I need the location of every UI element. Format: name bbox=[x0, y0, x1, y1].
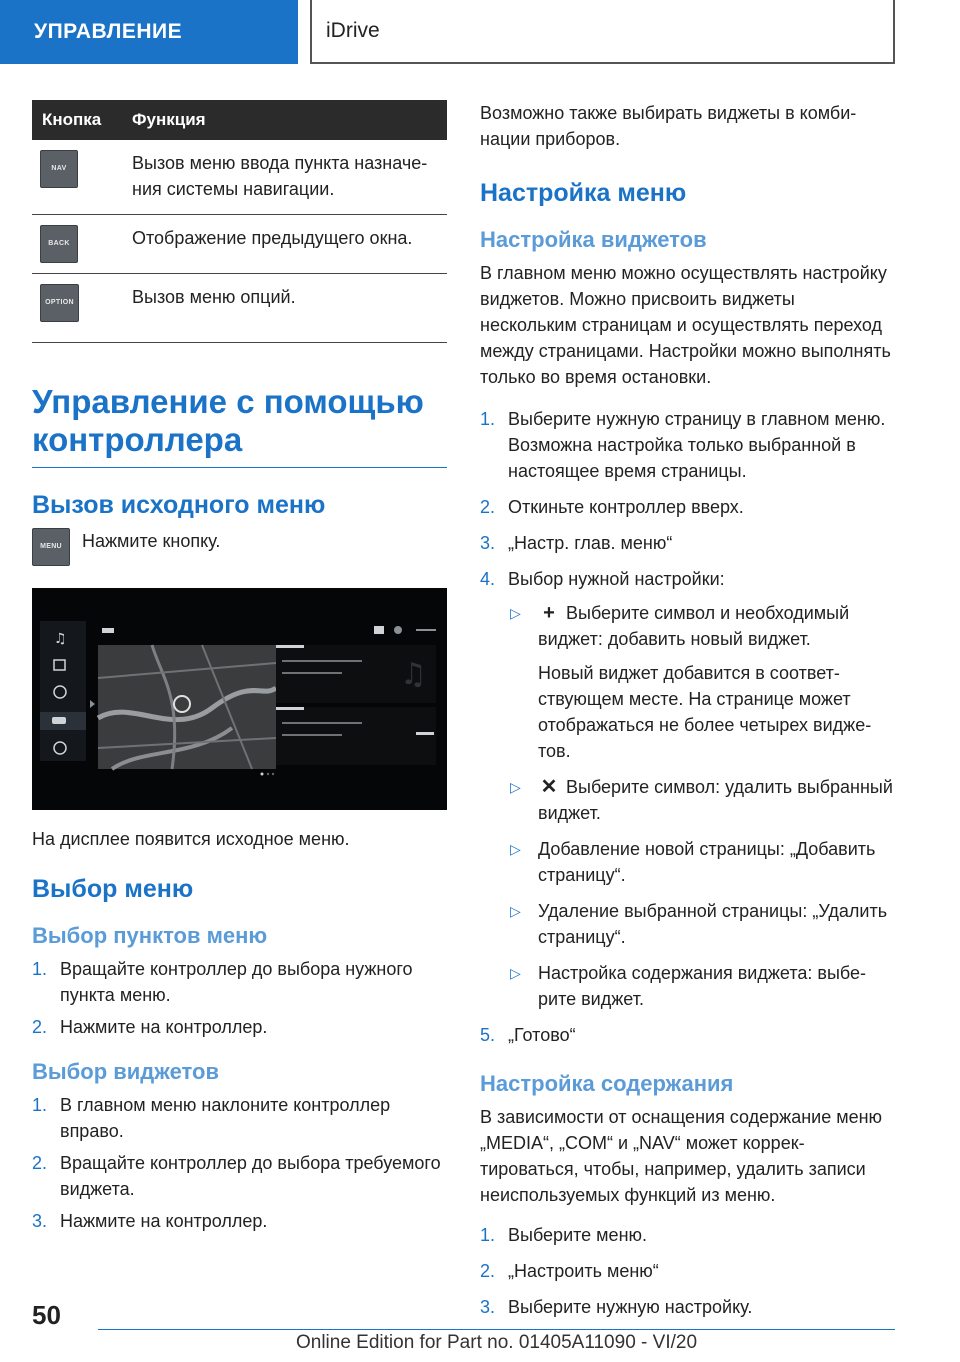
list-item: 3. Нажмите на контроллер. bbox=[32, 1211, 268, 1231]
idrive-screen-drawing bbox=[32, 588, 447, 810]
footer-divider bbox=[98, 1329, 895, 1330]
footer-edition: Online Edition for Part no. 01405A11090 - VI/20 bbox=[295, 1332, 698, 1353]
heading-start-menu: Вызов исходного меню bbox=[32, 491, 326, 519]
table-cell-function: Отображение предыдущего окна. bbox=[132, 215, 447, 274]
settings-sub-list bbox=[508, 600, 895, 1012]
triangle-icon: ▷ bbox=[510, 779, 521, 795]
table-row bbox=[32, 215, 447, 274]
content-paragraph: В зависимости от оснащения содержание меню „MEDIA“, „COM“ и „NAV“ может корректироваться, чтобы, например, удалить записи неиспользуемых функций из меню. bbox=[480, 1107, 883, 1205]
intro-text: Возможно также выбирать виджеты в комбинации приборов. bbox=[480, 103, 857, 149]
heading-select-items: Выбор пунктов меню bbox=[32, 923, 268, 948]
header-section: УПРАВЛЕНИЕ bbox=[0, 0, 298, 64]
list-item: 1. Выберите нужную страницу в главном меню. Возможна настройка только выбранной в настоящее время страницы. bbox=[480, 409, 886, 481]
table-header-function: Функция bbox=[132, 100, 447, 140]
list-item: 3. „Настр. глав. меню“ bbox=[480, 533, 673, 553]
list-item: 2. Нажмите на контроллер. bbox=[32, 1017, 268, 1037]
content-steps-list bbox=[480, 1222, 895, 1320]
sub-item-note: Новый виджет добавится в соответствующем месте. На странице может отображаться не более четырех виджетов. bbox=[538, 663, 872, 761]
left-column bbox=[32, 100, 447, 1240]
menu-key-icon: MENU bbox=[32, 528, 70, 566]
menu-key-row bbox=[32, 528, 447, 566]
section-title: Управление с помощью контроллера bbox=[32, 383, 447, 468]
table-cell-function: Вызов меню опций. bbox=[132, 274, 447, 343]
header-topic: iDrive bbox=[310, 0, 895, 64]
heading-content-settings: Настройка содержания bbox=[480, 1071, 734, 1096]
widget-settings-steps bbox=[480, 406, 895, 1048]
table-row bbox=[32, 274, 447, 343]
list-item: 1. Вращайте контроллер до выбора нужного пункта меню. bbox=[32, 959, 413, 1005]
idrive-screen-image bbox=[32, 588, 447, 810]
sub-item-delete-page: ▷ Удаление выбранной страницы: „Удалить страницу“. bbox=[508, 898, 895, 950]
heading-widget-settings: Настройка виджетов bbox=[480, 227, 707, 252]
heading-select-widgets: Выбор виджетов bbox=[32, 1059, 219, 1084]
after-image-text: На дисплее появится исходное меню. bbox=[32, 829, 350, 849]
sub-item-new-page: ▷ Добавление новой страницы: „Добавить страницу“. bbox=[508, 836, 895, 888]
triangle-icon: ▷ bbox=[510, 841, 521, 857]
list-item: 5. „Готово“ bbox=[480, 1025, 576, 1045]
widget-steps-list bbox=[32, 1092, 447, 1234]
table-header-button: Кнопка bbox=[32, 100, 132, 140]
nav-key-icon: NAV bbox=[40, 150, 78, 188]
list-item: 4. Выбор нужной настройки: ▷ + Выберите символ и необходимый виджет: добавить новый виджет. Новый виджет добавится в соответствующем месте. На странице может отображаться не более четырех виджетов. ▷ ✕ Выберите символ: удалить выбранный виджет. ▷ Добавление новой страницы: „Добавить страницу“. ▷ Удаление выбранной страницы: „Удалить страницу“. ▷ Настройка содержания виджета: выберите виджет. bbox=[480, 566, 895, 1012]
list-item: 2. Откиньте контроллер вверх. bbox=[480, 497, 744, 517]
list-item: 3. Выберите нужную настройку. bbox=[480, 1297, 753, 1317]
sub-item-content: ▷ Настройка содержания виджета: выберите виджет. bbox=[508, 960, 895, 1012]
heading-select-menu: Выбор меню bbox=[32, 875, 194, 903]
svg-text:♫: ♫ bbox=[400, 657, 427, 692]
button-function-table bbox=[32, 100, 447, 343]
option-key-icon: OPTION bbox=[40, 284, 79, 322]
triangle-icon: ▷ bbox=[510, 965, 521, 981]
list-item: 2. „Настроить меню“ bbox=[480, 1261, 659, 1281]
svg-text:♫: ♫ bbox=[54, 631, 67, 647]
right-column bbox=[480, 100, 895, 1330]
list-item: 2. Вращайте контроллер до выбора требуемого виджета. bbox=[32, 1153, 441, 1199]
items-steps-list bbox=[32, 956, 447, 1040]
table-cell-function: Вызов меню ввода пункта назначения системы навигации. bbox=[132, 140, 447, 215]
triangle-icon: ▷ bbox=[510, 903, 521, 919]
triangle-icon: ▷ bbox=[510, 605, 521, 621]
table-row bbox=[32, 140, 447, 215]
plus-icon: + bbox=[543, 602, 555, 624]
widgets-paragraph: В главном меню можно осуществлять настройку виджетов. Можно присвоить виджеты нескольким страницам и осуществлять переход между страницами. Настройки можно выполнять только во время остановки. bbox=[480, 263, 891, 387]
sub-item-add: ▷ + Выберите символ и необходимый виджет: добавить новый виджет. Новый виджет добавится в соответствующем месте. На странице может отображаться не более четырех виджетов. bbox=[508, 600, 895, 764]
page-number: 50 bbox=[32, 1300, 61, 1330]
menu-key-text: Нажмите кнопку. bbox=[82, 531, 221, 551]
heading-menu-settings: Настройка меню bbox=[480, 179, 687, 207]
cross-icon: ✕ bbox=[540, 776, 558, 798]
list-item: 1. Выберите меню. bbox=[480, 1225, 648, 1245]
back-key-icon: BACK bbox=[40, 225, 78, 263]
sub-item-delete: ▷ ✕ Выберите символ: удалить выбранный виджет. bbox=[510, 776, 893, 823]
list-item: 1. В главном меню наклоните контроллер вправо. bbox=[32, 1095, 391, 1141]
